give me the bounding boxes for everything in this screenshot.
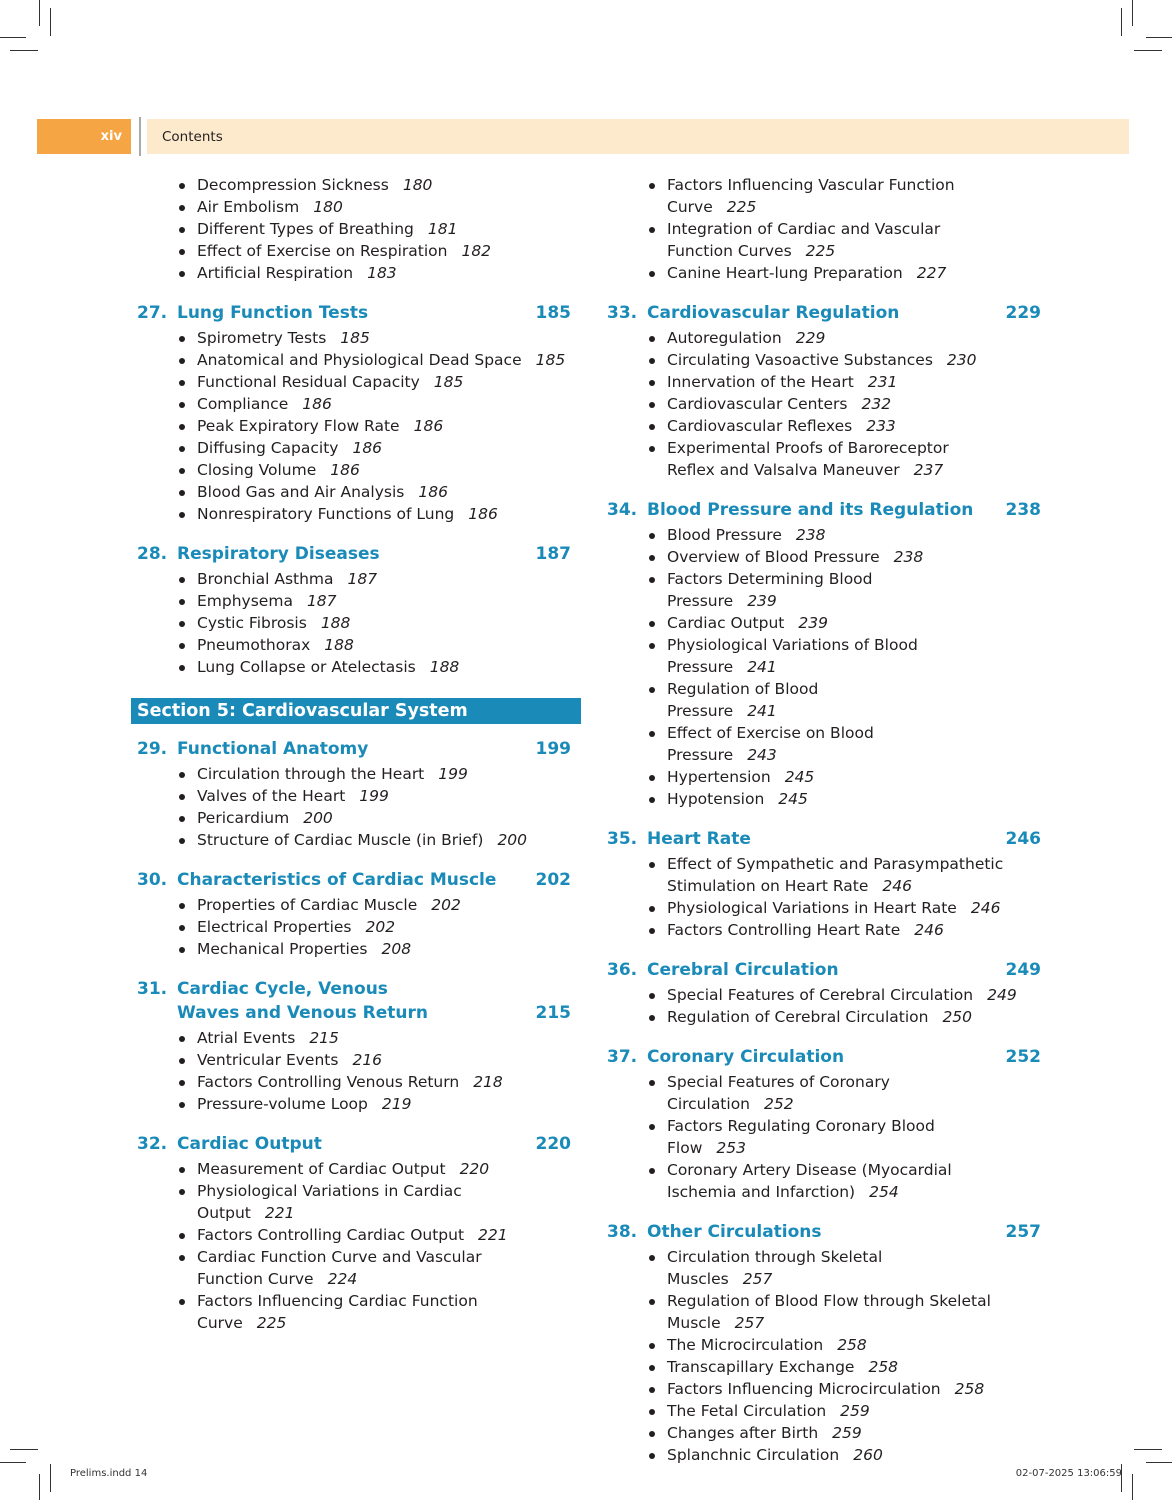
toc-entry-title: Spirometry Tests bbox=[197, 329, 327, 347]
toc-entry-title: Experimental Proofs of Baroreceptor Reflex and Valsalva Maneuver bbox=[667, 439, 949, 479]
toc-entry-title: Factors Influencing Cardiac Function Curve bbox=[197, 1292, 478, 1332]
toc-entry-page: 231 bbox=[867, 373, 898, 391]
toc-entry bbox=[133, 1180, 541, 1224]
toc-entry-page: 259 bbox=[840, 1402, 870, 1420]
chapter-33-heading: 33. Cardiovascular Regulation 229 bbox=[607, 303, 1041, 323]
toc-entry bbox=[603, 634, 931, 678]
toc-entry bbox=[603, 722, 931, 766]
toc-entry-title: Cardiac Function Curve and Vascular Function Curve bbox=[197, 1248, 482, 1288]
toc-entry-title: Cardiovascular Reflexes bbox=[667, 417, 853, 435]
toc-entry-page: 186 bbox=[352, 439, 383, 457]
toc-entry-title: Cystic Fibrosis bbox=[197, 614, 307, 632]
toc-entry-title: Factors Determining Blood Pressure bbox=[667, 570, 873, 610]
chapter-28-items bbox=[133, 568, 581, 678]
toc-entry bbox=[133, 393, 581, 415]
toc-entry-page: 220 bbox=[459, 1160, 490, 1178]
toc-entry-page: 246 bbox=[914, 921, 944, 939]
toc-entry-page: 186 bbox=[302, 395, 332, 413]
toc-entry-page: 229 bbox=[795, 329, 826, 347]
toc-entry bbox=[133, 240, 581, 262]
toc-entry bbox=[133, 327, 581, 349]
toc-entry bbox=[133, 763, 581, 785]
toc-entry bbox=[133, 1246, 541, 1290]
crop-mark bbox=[1134, 50, 1162, 51]
toc-entry-title: Compliance bbox=[197, 395, 289, 413]
toc-entry-page: 250 bbox=[942, 1008, 973, 1026]
toc-entry-page: 200 bbox=[497, 831, 528, 849]
toc-entry-title: Different Types of Breathing bbox=[197, 220, 414, 238]
toc-entry-title: Properties of Cardiac Muscle bbox=[197, 896, 418, 914]
toc-entry-title: Pericardium bbox=[197, 809, 290, 827]
toc-entry-title: Integration of Cardiac and Vascular Function Curves bbox=[667, 220, 941, 260]
toc-entry-page: 258 bbox=[868, 1358, 899, 1376]
toc-entry-page: 183 bbox=[367, 264, 397, 282]
toc-entry-title: Overview of Blood Pressure bbox=[667, 548, 880, 566]
toc-entry-page: 188 bbox=[429, 658, 460, 676]
toc-entry-title: Special Features of Coronary Circulation bbox=[667, 1073, 890, 1113]
toc-entry bbox=[603, 766, 931, 788]
chapter-37-items bbox=[603, 1071, 1051, 1203]
chapter-27-heading: 27. Lung Function Tests 185 bbox=[137, 303, 571, 323]
toc-entry bbox=[603, 853, 1011, 897]
right-column bbox=[603, 174, 1051, 1466]
toc-entry-page: 257 bbox=[734, 1314, 765, 1332]
chapter-30-items bbox=[133, 894, 581, 960]
toc-entry-page: 238 bbox=[795, 526, 826, 544]
toc-entry-title: Regulation of Blood Flow through Skeletal Muscle bbox=[667, 1292, 991, 1332]
toc-entry bbox=[133, 656, 581, 678]
toc-entry-title: Effect of Exercise on Blood Pressure bbox=[667, 724, 874, 764]
toc-list bbox=[133, 174, 581, 284]
toc-entry bbox=[603, 1356, 991, 1378]
toc-entry-page: 237 bbox=[913, 461, 944, 479]
toc-entry bbox=[133, 1049, 581, 1071]
toc-entry-page: 188 bbox=[320, 614, 351, 632]
header-divider bbox=[139, 117, 141, 156]
toc-entry-page: 181 bbox=[427, 220, 458, 238]
toc-entry-title: Closing Volume bbox=[197, 461, 317, 479]
toc-entry-page: 254 bbox=[869, 1183, 899, 1201]
crop-mark bbox=[50, 1464, 51, 1492]
crop-mark bbox=[10, 50, 38, 51]
toc-entry-title: Factors Controlling Venous Return bbox=[197, 1073, 460, 1091]
toc-entry-page: 225 bbox=[805, 242, 836, 260]
toc-entry-page: 224 bbox=[327, 1270, 358, 1288]
toc-entry bbox=[603, 1378, 991, 1400]
toc-entry-title: Physiological Variations in Cardiac Output bbox=[197, 1182, 462, 1222]
toc-entry bbox=[133, 174, 581, 196]
toc-entry bbox=[133, 612, 581, 634]
toc-entry bbox=[603, 1246, 991, 1290]
page-number-tab bbox=[37, 119, 131, 154]
toc-entry bbox=[603, 1071, 1011, 1115]
toc-entry-title: Structure of Cardiac Muscle (in Brief) bbox=[197, 831, 484, 849]
toc-entry-title: Canine Heart-lung Preparation bbox=[667, 264, 903, 282]
toc-entry-title: The Microcirculation bbox=[667, 1336, 824, 1354]
toc-entry-title: Valves of the Heart bbox=[197, 787, 346, 805]
toc-entry-title: Splanchnic Circulation bbox=[667, 1446, 840, 1464]
toc-entry bbox=[133, 894, 581, 916]
toc-entry bbox=[133, 1290, 541, 1334]
toc-entry-title: Emphysema bbox=[197, 592, 293, 610]
toc-entry-page: 187 bbox=[347, 570, 378, 588]
chapter-38-items bbox=[603, 1246, 1051, 1466]
toc-entry-title: Atrial Events bbox=[197, 1029, 296, 1047]
toc-entry-page: 225 bbox=[256, 1314, 287, 1332]
toc-entry-page: 241 bbox=[747, 658, 777, 676]
toc-entry bbox=[133, 415, 581, 437]
toc-entry-page: 245 bbox=[784, 768, 815, 786]
toc-entry bbox=[133, 568, 581, 590]
toc-entry-title: Physiological Variations in Heart Rate bbox=[667, 899, 957, 917]
footer-timestamp: 02-07-2025 13:06:59 bbox=[1015, 1468, 1122, 1479]
toc-entry bbox=[133, 218, 581, 240]
chapter-34-items bbox=[603, 524, 1051, 810]
toc-entry bbox=[603, 1290, 991, 1334]
toc-entry bbox=[603, 415, 1001, 437]
toc-entry bbox=[133, 634, 581, 656]
toc-entry-page: 245 bbox=[778, 790, 808, 808]
toc-entry-title: Ventricular Events bbox=[197, 1051, 339, 1069]
toc-entry-page: 233 bbox=[866, 417, 896, 435]
toc-entry bbox=[603, 1422, 991, 1444]
crop-mark bbox=[39, 1474, 40, 1500]
crop-mark bbox=[1132, 1474, 1133, 1500]
crop-mark bbox=[0, 1462, 26, 1463]
toc-entry bbox=[603, 678, 931, 722]
toc-entry-title: Factors Controlling Heart Rate bbox=[667, 921, 901, 939]
crop-mark bbox=[1146, 1462, 1172, 1463]
toc-entry-title: Circulation through the Heart bbox=[197, 765, 425, 783]
chapter-31-heading: 31. Cardiac Cycle, Venous Waves and Venous Return 215 bbox=[137, 979, 571, 1023]
toc-entry bbox=[603, 327, 1001, 349]
toc-entry-page: 208 bbox=[381, 940, 412, 958]
toc-entry-page: 258 bbox=[954, 1380, 985, 1398]
crop-mark bbox=[0, 37, 26, 38]
toc-entry-title: Diffusing Capacity bbox=[197, 439, 339, 457]
chapter-33-items bbox=[603, 327, 1051, 481]
toc-entry-page: 200 bbox=[303, 809, 333, 827]
toc-entry-page: 202 bbox=[365, 918, 396, 936]
toc-entry bbox=[603, 568, 931, 612]
chapter-35-heading: 35. Heart Rate 246 bbox=[607, 829, 1041, 849]
chapter-32-items bbox=[133, 1158, 581, 1334]
toc-entry-page: 246 bbox=[882, 877, 913, 895]
toc-entry-title: Circulation through Skeletal Muscles bbox=[667, 1248, 883, 1288]
chapter-28-heading: 28. Respiratory Diseases 187 bbox=[137, 544, 571, 564]
toc-entry-title: Air Embolism bbox=[197, 198, 300, 216]
toc-entry-page: 180 bbox=[313, 198, 343, 216]
crop-mark bbox=[39, 0, 40, 26]
toc-entry-title: Peak Expiratory Flow Rate bbox=[197, 417, 400, 435]
chapter-27-items bbox=[133, 327, 581, 525]
toc-entry-page: 185 bbox=[340, 329, 370, 347]
left-column bbox=[133, 174, 581, 1334]
toc-entry-title: Functional Residual Capacity bbox=[197, 373, 420, 391]
chapter-30-heading: 30. Characteristics of Cardiac Muscle 202 bbox=[137, 870, 571, 890]
toc-entry bbox=[603, 1400, 991, 1422]
toc-entry-title: Hypotension bbox=[667, 790, 765, 808]
toc-entry-page: 186 bbox=[413, 417, 444, 435]
chapter-31-items bbox=[133, 1027, 581, 1115]
toc-entry bbox=[603, 524, 931, 546]
toc-entry bbox=[133, 1093, 581, 1115]
toc-entry-page: 202 bbox=[431, 896, 461, 914]
toc-entry-title: The Fetal Circulation bbox=[667, 1402, 827, 1420]
toc-entry bbox=[603, 612, 931, 634]
chapter-35-items bbox=[603, 853, 1051, 941]
toc-entry-title: Factors Influencing Vascular Function Curve bbox=[667, 176, 955, 216]
toc-list bbox=[603, 174, 1051, 284]
toc-entry bbox=[133, 371, 581, 393]
toc-entry-page: 221 bbox=[264, 1204, 295, 1222]
toc-entry-page: 259 bbox=[832, 1424, 862, 1442]
toc-entry-title: Circulating Vasoactive Substances bbox=[667, 351, 933, 369]
toc-entry bbox=[603, 1006, 1051, 1028]
toc-entry-page: 243 bbox=[747, 746, 777, 764]
toc-entry-title: Regulation of Blood Pressure bbox=[667, 680, 819, 720]
page-number: xiv bbox=[100, 129, 122, 144]
toc-entry-page: 246 bbox=[970, 899, 1001, 917]
chapter-38-heading: 38. Other Circulations 257 bbox=[607, 1222, 1041, 1242]
toc-entry bbox=[603, 1334, 991, 1356]
toc-entry-page: 225 bbox=[726, 198, 757, 216]
toc-entry-title: Effect of Exercise on Respiration bbox=[197, 242, 448, 260]
crop-mark bbox=[1121, 8, 1122, 36]
toc-entry bbox=[133, 785, 581, 807]
toc-entry-page: 249 bbox=[987, 986, 1017, 1004]
toc-entry-title: Hypertension bbox=[667, 768, 771, 786]
toc-entry-title: Measurement of Cardiac Output bbox=[197, 1160, 446, 1178]
toc-entry-page: 232 bbox=[861, 395, 892, 413]
toc-entry bbox=[603, 1115, 1011, 1159]
toc-entry bbox=[603, 546, 931, 568]
toc-entry-page: 239 bbox=[747, 592, 777, 610]
toc-entry-title: Innervation of the Heart bbox=[667, 373, 854, 391]
toc-entry bbox=[133, 938, 581, 960]
toc-entry-title: Special Features of Cerebral Circulation bbox=[667, 986, 974, 1004]
chapter-32-heading: 32. Cardiac Output 220 bbox=[137, 1134, 571, 1154]
toc-entry-title: Bronchial Asthma bbox=[197, 570, 334, 588]
chapter-29-items bbox=[133, 763, 581, 851]
toc-entry-page: 186 bbox=[468, 505, 498, 523]
toc-entry-title: Coronary Artery Disease (Myocardial Ischemia and Infarction) bbox=[667, 1161, 952, 1201]
toc-entry bbox=[603, 897, 1011, 919]
toc-entry-title: Pressure-volume Loop bbox=[197, 1095, 368, 1113]
toc-entry-title: Pneumothorax bbox=[197, 636, 311, 654]
toc-entry-title: Effect of Sympathetic and Parasympathetic Stimulation on Heart Rate bbox=[667, 855, 1004, 895]
toc-entry bbox=[603, 919, 1011, 941]
toc-entry-page: 258 bbox=[837, 1336, 867, 1354]
toc-entry-title: Regulation of Cerebral Circulation bbox=[667, 1008, 929, 1026]
running-header bbox=[147, 119, 1129, 154]
toc-entry-page: 187 bbox=[306, 592, 337, 610]
toc-entry-page: 199 bbox=[359, 787, 389, 805]
chapter-36-heading: 36. Cerebral Circulation 249 bbox=[607, 960, 1041, 980]
toc-entry-page: 227 bbox=[916, 264, 947, 282]
chapter-37-heading: 37. Coronary Circulation 252 bbox=[607, 1047, 1041, 1067]
chapter-34-heading: 34. Blood Pressure and its Regulation 238 bbox=[607, 500, 1041, 520]
toc-entry bbox=[133, 437, 581, 459]
toc-entry-title: Blood Pressure bbox=[667, 526, 782, 544]
toc-entry bbox=[133, 916, 581, 938]
toc-entry-page: 253 bbox=[716, 1139, 746, 1157]
toc-entry-title: Cardiac Output bbox=[667, 614, 785, 632]
toc-entry bbox=[603, 984, 1051, 1006]
footer-file: Prelims.indd 14 bbox=[70, 1468, 148, 1479]
toc-entry-page: 199 bbox=[438, 765, 468, 783]
toc-entry-page: 185 bbox=[535, 351, 566, 369]
toc-entry-title: Factors Controlling Cardiac Output bbox=[197, 1226, 465, 1244]
toc-entry-title: Physiological Variations of Blood Pressure bbox=[667, 636, 918, 676]
crop-mark bbox=[10, 1449, 38, 1450]
toc-entry bbox=[133, 807, 581, 829]
toc-entry-page: 252 bbox=[764, 1095, 794, 1113]
toc-entry-page: 180 bbox=[402, 176, 433, 194]
toc-entry bbox=[133, 459, 581, 481]
toc-entry bbox=[603, 371, 1001, 393]
toc-entry-title: Anatomical and Physiological Dead Space bbox=[197, 351, 522, 369]
toc-entry bbox=[603, 788, 931, 810]
toc-entry bbox=[133, 262, 581, 284]
toc-entry-title: Nonrespiratory Functions of Lung bbox=[197, 505, 455, 523]
toc-entry-page: 239 bbox=[798, 614, 828, 632]
toc-entry-title: Blood Gas and Air Analysis bbox=[197, 483, 405, 501]
toc-entry-title: Artificial Respiration bbox=[197, 264, 354, 282]
section-5-banner: Section 5: Cardiovascular System bbox=[131, 698, 581, 724]
crop-mark bbox=[50, 8, 51, 36]
toc-entry bbox=[133, 1158, 541, 1180]
crop-mark bbox=[1132, 0, 1133, 26]
toc-entry bbox=[603, 262, 1011, 284]
toc-entry-page: 182 bbox=[461, 242, 492, 260]
chapter-36-items bbox=[603, 984, 1051, 1028]
toc-entry-title: Cardiovascular Centers bbox=[667, 395, 848, 413]
toc-entry-page: 241 bbox=[747, 702, 777, 720]
toc-entry-page: 188 bbox=[324, 636, 354, 654]
toc-entry-page: 221 bbox=[478, 1226, 508, 1244]
toc-entry-title: Changes after Birth bbox=[667, 1424, 819, 1442]
toc-entry bbox=[133, 829, 581, 851]
toc-entry-title: Mechanical Properties bbox=[197, 940, 368, 958]
toc-entry-title: Transcapillary Exchange bbox=[667, 1358, 855, 1376]
toc-entry-page: 186 bbox=[330, 461, 360, 479]
toc-entry bbox=[133, 503, 581, 525]
toc-entry bbox=[603, 174, 1011, 218]
toc-entry-page: 218 bbox=[473, 1073, 503, 1091]
toc-entry bbox=[133, 349, 581, 371]
running-title: Contents bbox=[162, 129, 223, 145]
toc-entry-page: 257 bbox=[742, 1270, 773, 1288]
toc-entry bbox=[133, 481, 581, 503]
chapter-29-heading: 29. Functional Anatomy 199 bbox=[137, 739, 571, 759]
toc-entry-page: 219 bbox=[381, 1095, 412, 1113]
toc-entry bbox=[603, 1159, 1011, 1203]
toc-entry bbox=[603, 218, 1011, 262]
toc-entry-page: 238 bbox=[893, 548, 924, 566]
toc-entry bbox=[603, 1444, 991, 1466]
toc-entry-title: Electrical Properties bbox=[197, 918, 352, 936]
toc-entry bbox=[133, 196, 581, 218]
toc-entry-page: 230 bbox=[946, 351, 977, 369]
toc-entry bbox=[133, 1224, 541, 1246]
toc-entry bbox=[133, 1071, 581, 1093]
toc-entry-title: Autoregulation bbox=[667, 329, 782, 347]
toc-entry-title: Decompression Sickness bbox=[197, 176, 389, 194]
toc-entry-page: 260 bbox=[853, 1446, 883, 1464]
toc-entry-page: 186 bbox=[418, 483, 448, 501]
toc-entry bbox=[133, 590, 581, 612]
crop-mark bbox=[1134, 1449, 1162, 1450]
toc-entry-page: 185 bbox=[433, 373, 464, 391]
toc-entry bbox=[603, 349, 1001, 371]
toc-entry bbox=[603, 437, 1001, 481]
toc-entry bbox=[603, 393, 1001, 415]
toc-entry-title: Factors Regulating Coronary Blood Flow bbox=[667, 1117, 935, 1157]
toc-entry-title: Factors Influencing Microcirculation bbox=[667, 1380, 941, 1398]
toc-entry bbox=[133, 1027, 581, 1049]
toc-entry-title: Lung Collapse or Atelectasis bbox=[197, 658, 416, 676]
toc-entry-page: 215 bbox=[309, 1029, 339, 1047]
toc-entry-page: 216 bbox=[352, 1051, 383, 1069]
crop-mark bbox=[1146, 37, 1172, 38]
